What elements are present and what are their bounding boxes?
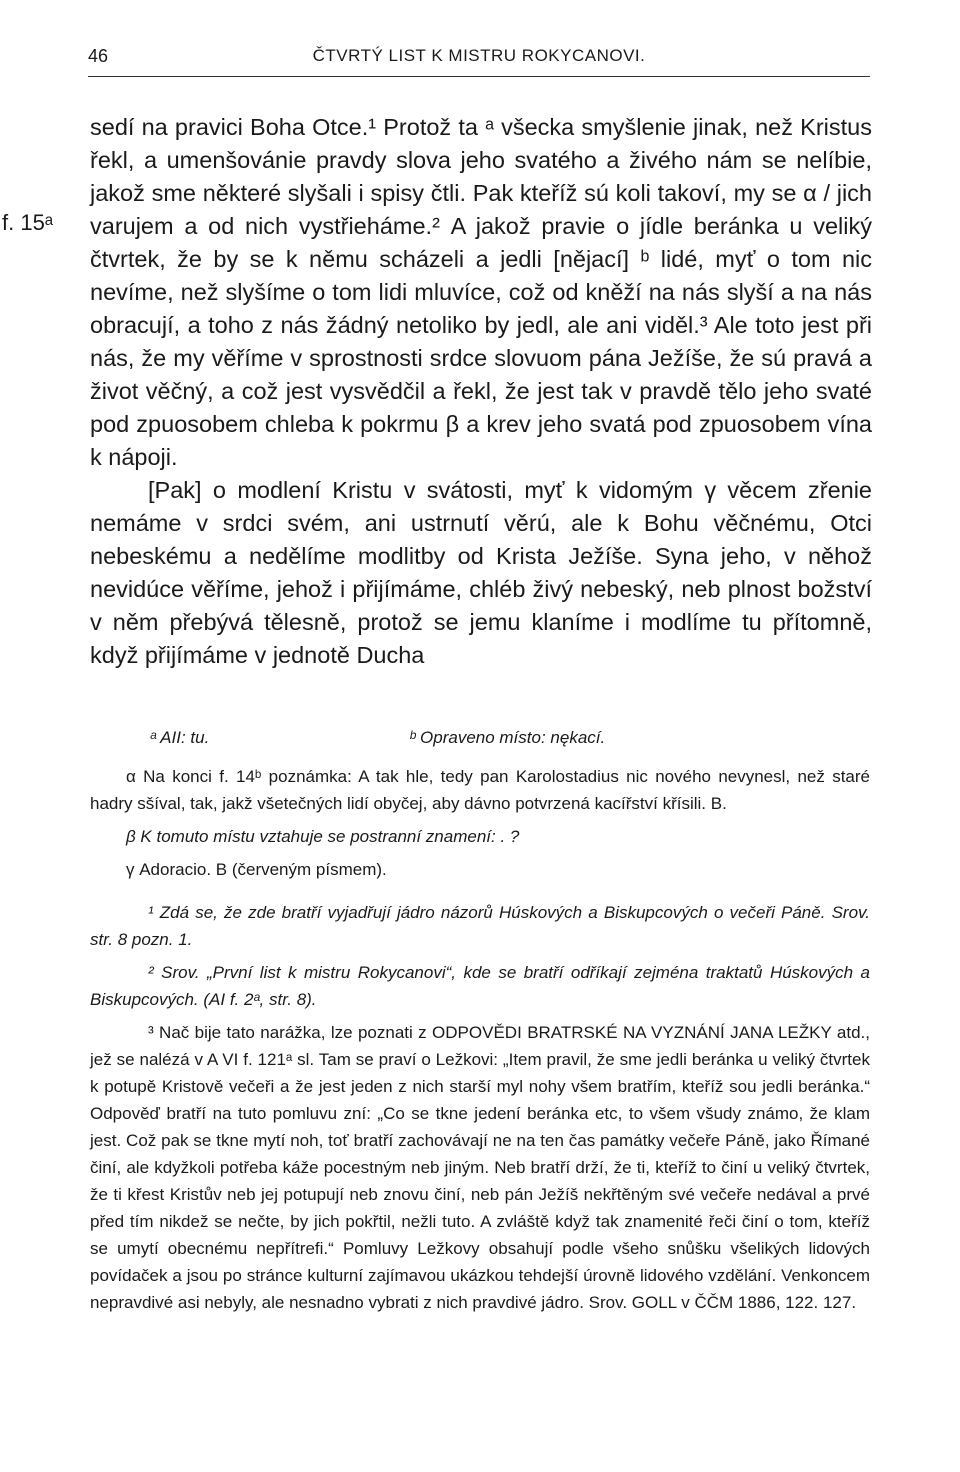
note-beta: β K tomuto místu vztahuje se postranní znamení: . ? xyxy=(126,827,520,846)
footnote-1: ¹ Zdá se, že zde bratří vyjadřují jádro názorů Húskových a Biskupcových o večeři Páně. Srov. str. 8 pozn. 1. xyxy=(90,903,870,949)
note-b: ᵇ Opraveno místo: nękací. xyxy=(410,728,606,747)
note-alpha: α Na konci f. 14ᵇ poznámka: A tak hle, tedy pan Karolostadius nic nového nevynesl, než staré hadry sšíval, tak, jakž všetečných lidí obyčej, aby dávno potvrzená kacířství křísili. B. xyxy=(90,767,870,813)
folio-margin-reference: f. 15ᵃ xyxy=(2,210,53,235)
header-rule xyxy=(88,76,870,77)
page-number: 46 xyxy=(88,46,109,66)
footnotes xyxy=(90,724,870,1322)
textual-notes-row xyxy=(90,724,870,751)
footnote-2: ² Srov. „První list k mistru Rokycanovi“, kde se bratří odříkají zejména traktatů Húskových a Biskupcových. (AI f. 2ᵃ, str. 8). xyxy=(90,963,870,1009)
running-title: ČTVRTÝ LIST K MISTRU ROKYCANOVI. xyxy=(312,46,646,65)
footnote-3: ³ Nač bije tato narážka, lze poznati z ODPOVĚDI BRATRSKÉ NA VYZNÁNÍ JANA LEŽKY atd., jež se nalézá v A VI f. 121ᵃ sl. Tam se praví o Ležkovi: „Item pravil, že sme jedli beránka u veliký čtvrtek k potupě Kristově večeři a že jest jeden z nich starší myl nohy všem bratřím, kteříž sou jedli beránka.“ Odpověď bratří na tuto pomluvu zní: „Co se tkne jedení beránka etc, to všem všudy známo, že klam jest. Což pak se tkne mytí noh, toť bratří zachovávají ne na ten čas památky večeře Páně, jako Římané činí, ale kdyžkoli potřeba káže pocestným neb jiným. Neb bratří drží, že ti, kteříž to činí u veliký čtvrtek, že ti křest Kristův neb jej potupují neb znovu činí, neb pán Ježíš nekřtěným své večeře nedával a prvé před tím nikdež se nečte, by jich pokřtil, nežli tuto. A zvláště když tak znamenité řeči činí o tom, kteříž se umytí obecnému nepřítrefi.“ Pomluvy Ležkovy obsahují podle všeho snůšku všelikých lidových povídaček a jsou po stránce kulturní zajímavou ukázkou tehdejší úrovně lidového vzdělání. Venkoncem nepravdivé asi nebyly, ale nesnadno vybrati z nich pravdivé jádro. Srov. GOLL v ČČM 1886, 122. 127. xyxy=(90,1023,870,1312)
paragraph-2: [Pak] o modlení Kristu v svátosti, myť k vidomým γ věcem zřenie nemáme v srdci svém, ani ustrnutí věrú, ale k Bohu věčnému, Otci nebeskému a nedělíme modlitby od Krista Ježíše. Syna jeho, v něhož nevidúce věříme, jehož i přijímáme, chléb živý nebeský, neb plnost božství v něm přebývá tělesně, protož se jemu klaníme i modlíme tu přítomně, když přijímáme v jednotě Ducha xyxy=(90,477,872,668)
paragraph-1: sedí na pravici Boha Otce.¹ Protož ta ᵃ všecka smyšlenie jinak, než Kristus řekl, a umenšovánie pravdy slova jeho svatého a živého nám se nelíbie, jakož sme některé slyšali i spisy čtli. Pak kteříž sú koli takoví, my se α / jich varujem a od nich vystřiehámе.² A jakož pravie o jídle beránka u veliký čtvrtek, že by se k němu scházeli a jedli [nějací] ᵇ lidé, myť o tom nic nevíme, než slyšíme o tom lidi mluvíce, což od kněží na nás slyší a na nás obracují, a toho z nás žádný netoliko by jedl, ale ani viděl.³ Ale toto jest při nás, že my věříme v sprostnosti srdce slovuom pána Ježíše, že sú pravá a život věčný, a což jest vysvědčil a řekl, že jest tak v pravdě tělo jeho svaté pod zpuosobem chleba k pokrmu β a krev jeho svatá pod zpuosobem vína k nápoji. xyxy=(90,114,872,470)
note-gamma: γ Adoracio. B (červeným písmem). xyxy=(126,860,387,879)
main-text xyxy=(2,111,872,672)
page-header xyxy=(88,46,870,72)
note-a: ᵃ AII: tu. xyxy=(150,728,210,747)
